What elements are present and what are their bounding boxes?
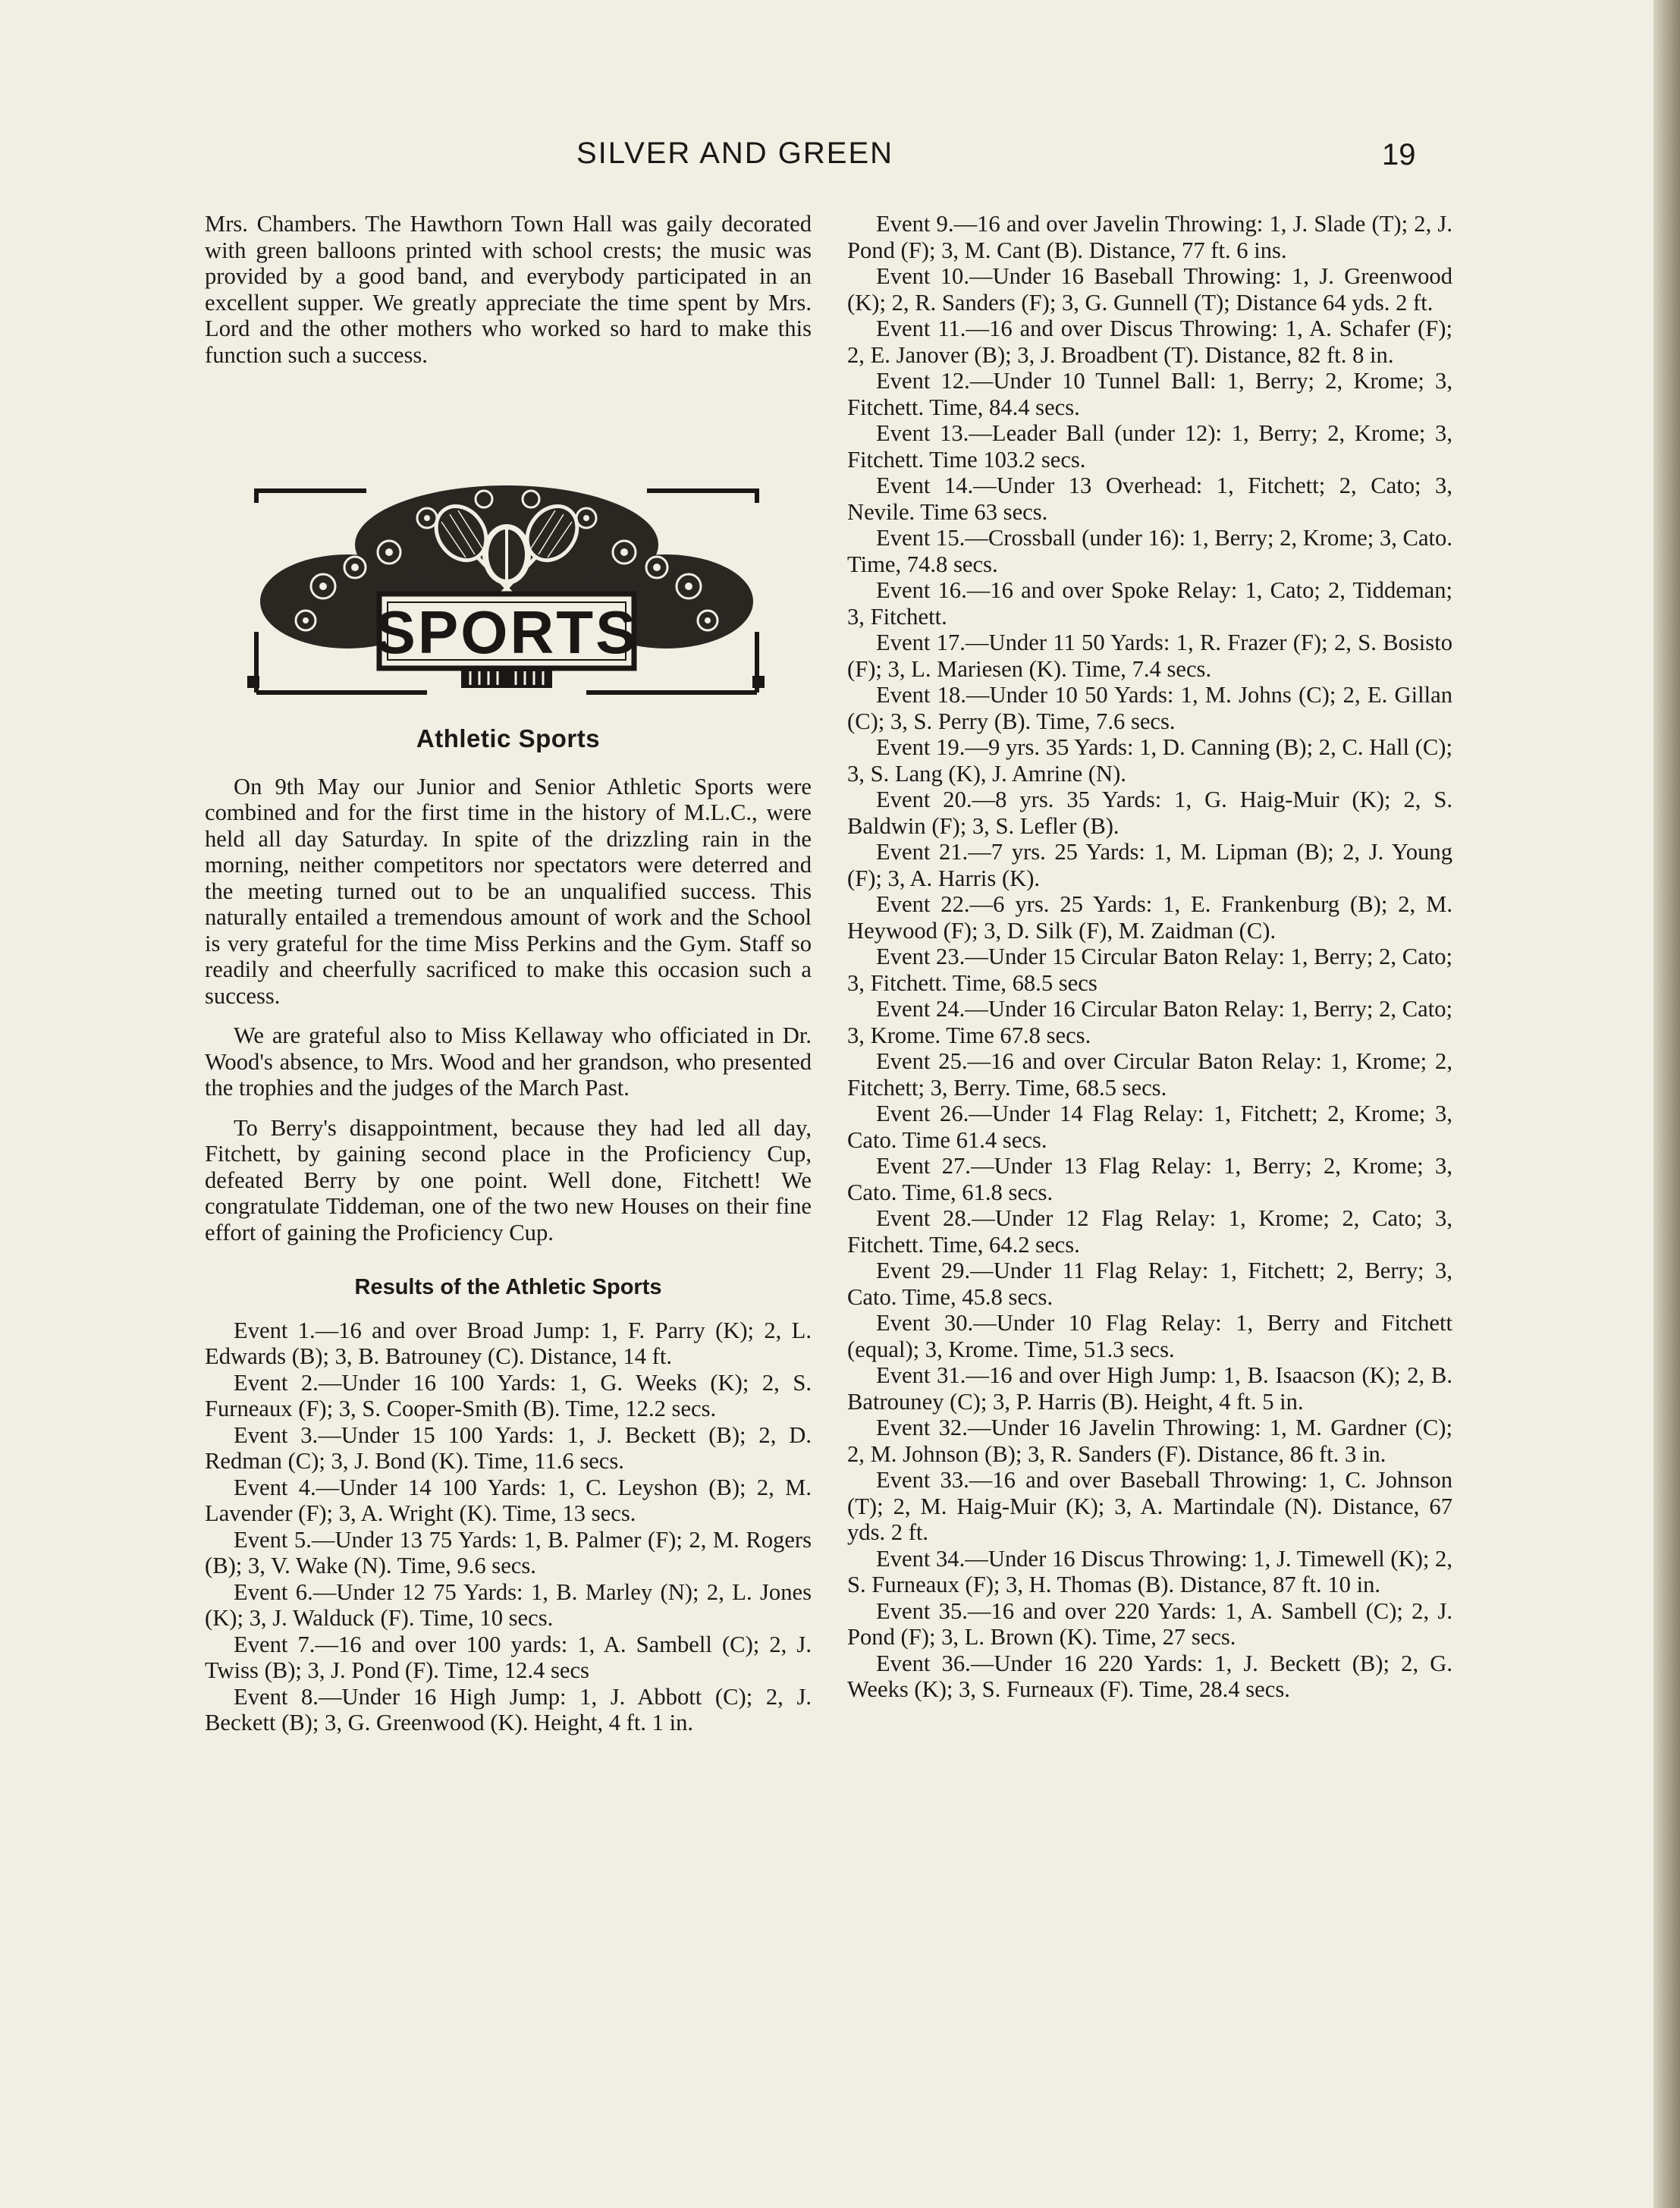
results-heading: Results of the Athletic Sports (354, 1275, 662, 1299)
event-result: Event 26.—Under 14 Flag Relay: 1, Fitchett; 2, Krome; 3, Cato. Time 61.4 secs. (847, 1101, 1452, 1153)
event-result: Event 30.—Under 10 Flag Relay: 1, Berry and Fitchett (equal); 3, Krome. Time, 51.3 secs. (847, 1310, 1452, 1362)
event-result: Event 16.—16 and over Spoke Relay: 1, Cato; 2, Tiddeman; 3, Fitchett. (847, 577, 1452, 630)
banner-word: SPORTS (375, 598, 639, 666)
article-paragraph-1: On 9th May our Junior and Senior Athletic Sports were combined and for the first time in the history of M.L.C., were held all day Saturday. In spite of the drizzling rain in the morning, neither competitors nor spectators were deterred and the meeting turned out to be an unqualified success. This naturally entailed a tremendous amount of work and the School is very grateful for the time Miss Perkins and the Gym. Staff so readily and cheerfully sacrificed to make this occasion such a success. (205, 773, 812, 1009)
event-result: Event 10.—Under 16 Baseball Throwing: 1, J. Greenwood (K); 2, R. Sanders (F); 3, G. Gunnell (T); Distance 64 yds. 2 ft. (847, 263, 1452, 316)
event-result: Event 15.—Crossball (under 16): 1, Berry; 2, Krome; 3, Cato. Time, 74.8 secs. (847, 525, 1452, 577)
running-head: SILVER AND GREEN (576, 137, 894, 170)
event-result: Event 3.—Under 15 100 Yards: 1, J. Beckett (B); 2, D. Redman (C); 3, J. Bond (K). Time, 11.6 secs. (205, 1421, 812, 1474)
sports-banner-illustration (234, 473, 780, 700)
article-title: Athletic Sports (416, 724, 601, 752)
sports-banner (234, 473, 780, 700)
event-result: Event 31.—16 and over High Jump: 1, B. Isaacson (K); 2, B. Batrouney (C); 3, P. Harris (B). Height, 4 ft. 5 in. (847, 1362, 1452, 1415)
event-result: Event 2.—Under 16 100 Yards: 1, G. Weeks (K); 2, S. Furneaux (F); 3, S. Cooper-Smith (B). Time, 12.2 secs. (205, 1369, 812, 1421)
event-result: Event 4.—Under 14 100 Yards: 1, C. Leyshon (B); 2, M. Lavender (F); 3, A. Wright (K). Time, 13 secs. (205, 1474, 812, 1526)
left-column (205, 211, 812, 1736)
event-result: Event 8.—Under 16 High Jump: 1, J. Abbott (C); 2, J. Beckett (B); 3, G. Greenwood (K). Height, 4 ft. 1 in. (205, 1683, 812, 1735)
page-number: 19 (1382, 138, 1416, 171)
event-result: Event 13.—Leader Ball (under 12): 1, Berry; 2, Krome; 3, Fitchett. Time 103.2 secs. (847, 420, 1452, 473)
event-result: Event 34.—Under 16 Discus Throwing: 1, J. Timewell (K); 2, S. Furneaux (F); 3, H. Thomas (B). Distance, 87 ft. 10 in. (847, 1545, 1452, 1597)
event-result: Event 14.—Under 13 Overhead: 1, Fitchett; 2, Cato; 3, Nevile. Time 63 secs. (847, 473, 1452, 525)
page-edge (1653, 0, 1680, 2208)
event-result: Event 35.—16 and over 220 Yards: 1, A. Sambell (C); 2, J. Pond (F); 3, L. Brown (K). Time, 27 secs. (847, 1597, 1452, 1650)
right-column (847, 211, 1452, 1703)
event-result: Event 21.—7 yrs. 25 Yards: 1, M. Lipman (B); 2, J. Young (F); 3, A. Harris (K). (847, 839, 1452, 891)
event-result: Event 6.—Under 12 75 Yards: 1, B. Marley (N); 2, L. Jones (K); 3, J. Walduck (F). Time, 10 secs. (205, 1578, 812, 1631)
event-result: Event 18.—Under 10 50 Yards: 1, M. Johns (C); 2, E. Gillan (C); 3, S. Perry (B). Time, 7.6 secs. (847, 682, 1452, 734)
event-result: Event 7.—16 and over 100 yards: 1, A. Sambell (C); 2, J. Twiss (B); 3, J. Pond (F). Time, 12.4 secs (205, 1631, 812, 1683)
event-result: Event 1.—16 and over Broad Jump: 1, F. Parry (K); 2, L. Edwards (B); 3, B. Batrouney (C). Distance, 14 ft. (205, 1317, 812, 1369)
event-result: Event 17.—Under 11 50 Yards: 1, R. Frazer (F); 2, S. Bosisto (F); 3, L. Mariesen (K). Time, 7.4 secs. (847, 630, 1452, 682)
event-result: Event 24.—Under 16 Circular Baton Relay: 1, Berry; 2, Cato; 3, Krome. Time 67.8 secs. (847, 996, 1452, 1048)
event-result: Event 9.—16 and over Javelin Throwing: 1, J. Slade (T); 2, J. Pond (F); 3, M. Cant (B). Distance, 77 ft. 6 ins. (847, 211, 1452, 263)
article-paragraph-3: To Berry's disappointment, because they had led all day, Fitchett, by gaining second place in the Proficiency Cup, defeated Berry by one point. Well done, Fitchett! We congratulate Tiddeman, one of the two new Houses on their fine effort of gaining the Proficiency Cup. (205, 1114, 812, 1245)
event-result: Event 36.—Under 16 220 Yards: 1, J. Beckett (B); 2, G. Weeks (K); 3, S. Furneaux (F). Time, 28.4 secs. (847, 1650, 1452, 1702)
event-result: Event 25.—16 and over Circular Baton Relay: 1, Krome; 2, Fitchett; 3, Berry. Time, 68.5 secs. (847, 1048, 1452, 1101)
event-result: Event 20.—8 yrs. 35 Yards: 1, G. Haig-Muir (K); 2, S. Baldwin (F); 3, S. Lefler (B). (847, 787, 1452, 839)
event-result: Event 22.—6 yrs. 25 Yards: 1, E. Frankenburg (B); 2, M. Heywood (F); 3, D. Silk (F), M. Zaidman (C). (847, 891, 1452, 944)
event-result: Event 29.—Under 11 Flag Relay: 1, Fitchett; 2, Berry; 3, Cato. Time, 45.8 secs. (847, 1258, 1452, 1310)
event-result: Event 11.—16 and over Discus Throwing: 1, A. Schafer (F); 2, E. Janover (B); 3, J. Broadbent (T). Distance, 82 ft. 8 in. (847, 316, 1452, 368)
event-result: Event 28.—Under 12 Flag Relay: 1, Krome; 2, Cato; 3, Fitchett. Time, 64.2 secs. (847, 1205, 1452, 1258)
article-paragraph-2: We are grateful also to Miss Kellaway who officiated in Dr. Wood's absence, to Mrs. Wood and her grandson, who presented the trophies and the judges of the March Past. (205, 1022, 812, 1101)
intro-paragraph: Mrs. Chambers. The Hawthorn Town Hall was gaily decorated with green balloons printed with school crests; the music was provided by a good band, and everybody participated in an excellent supper. We greatly appreciate the time spent by Mrs. Lord and the other mothers who worked so hard to make this function such a success. (205, 211, 812, 368)
event-result: Event 12.—Under 10 Tunnel Ball: 1, Berry; 2, Krome; 3, Fitchett. Time, 84.4 secs. (847, 368, 1452, 420)
event-result: Event 19.—9 yrs. 35 Yards: 1, D. Canning (B); 2, C. Hall (C); 3, S. Lang (K), J. Amrine (N). (847, 734, 1452, 787)
event-result: Event 32.—Under 16 Javelin Throwing: 1, M. Gardner (C); 2, M. Johnson (B); 3, R. Sanders (F). Distance, 86 ft. 3 in. (847, 1415, 1452, 1467)
event-result: Event 33.—16 and over Baseball Throwing: 1, C. Johnson (T); 2, M. Haig-Muir (K); 3, A. Martindale (N). Distance, 67 yds. 2 ft. (847, 1467, 1452, 1545)
event-result: Event 27.—Under 13 Flag Relay: 1, Berry; 2, Krome; 3, Cato. Time, 61.8 secs. (847, 1153, 1452, 1205)
event-result: Event 5.—Under 13 75 Yards: 1, B. Palmer (F); 2, M. Rogers (B); 3, V. Wake (N). Time, 9.6 secs. (205, 1526, 812, 1578)
event-result: Event 23.—Under 15 Circular Baton Relay: 1, Berry; 2, Cato; 3, Fitchett. Time, 68.5 secs (847, 944, 1452, 996)
